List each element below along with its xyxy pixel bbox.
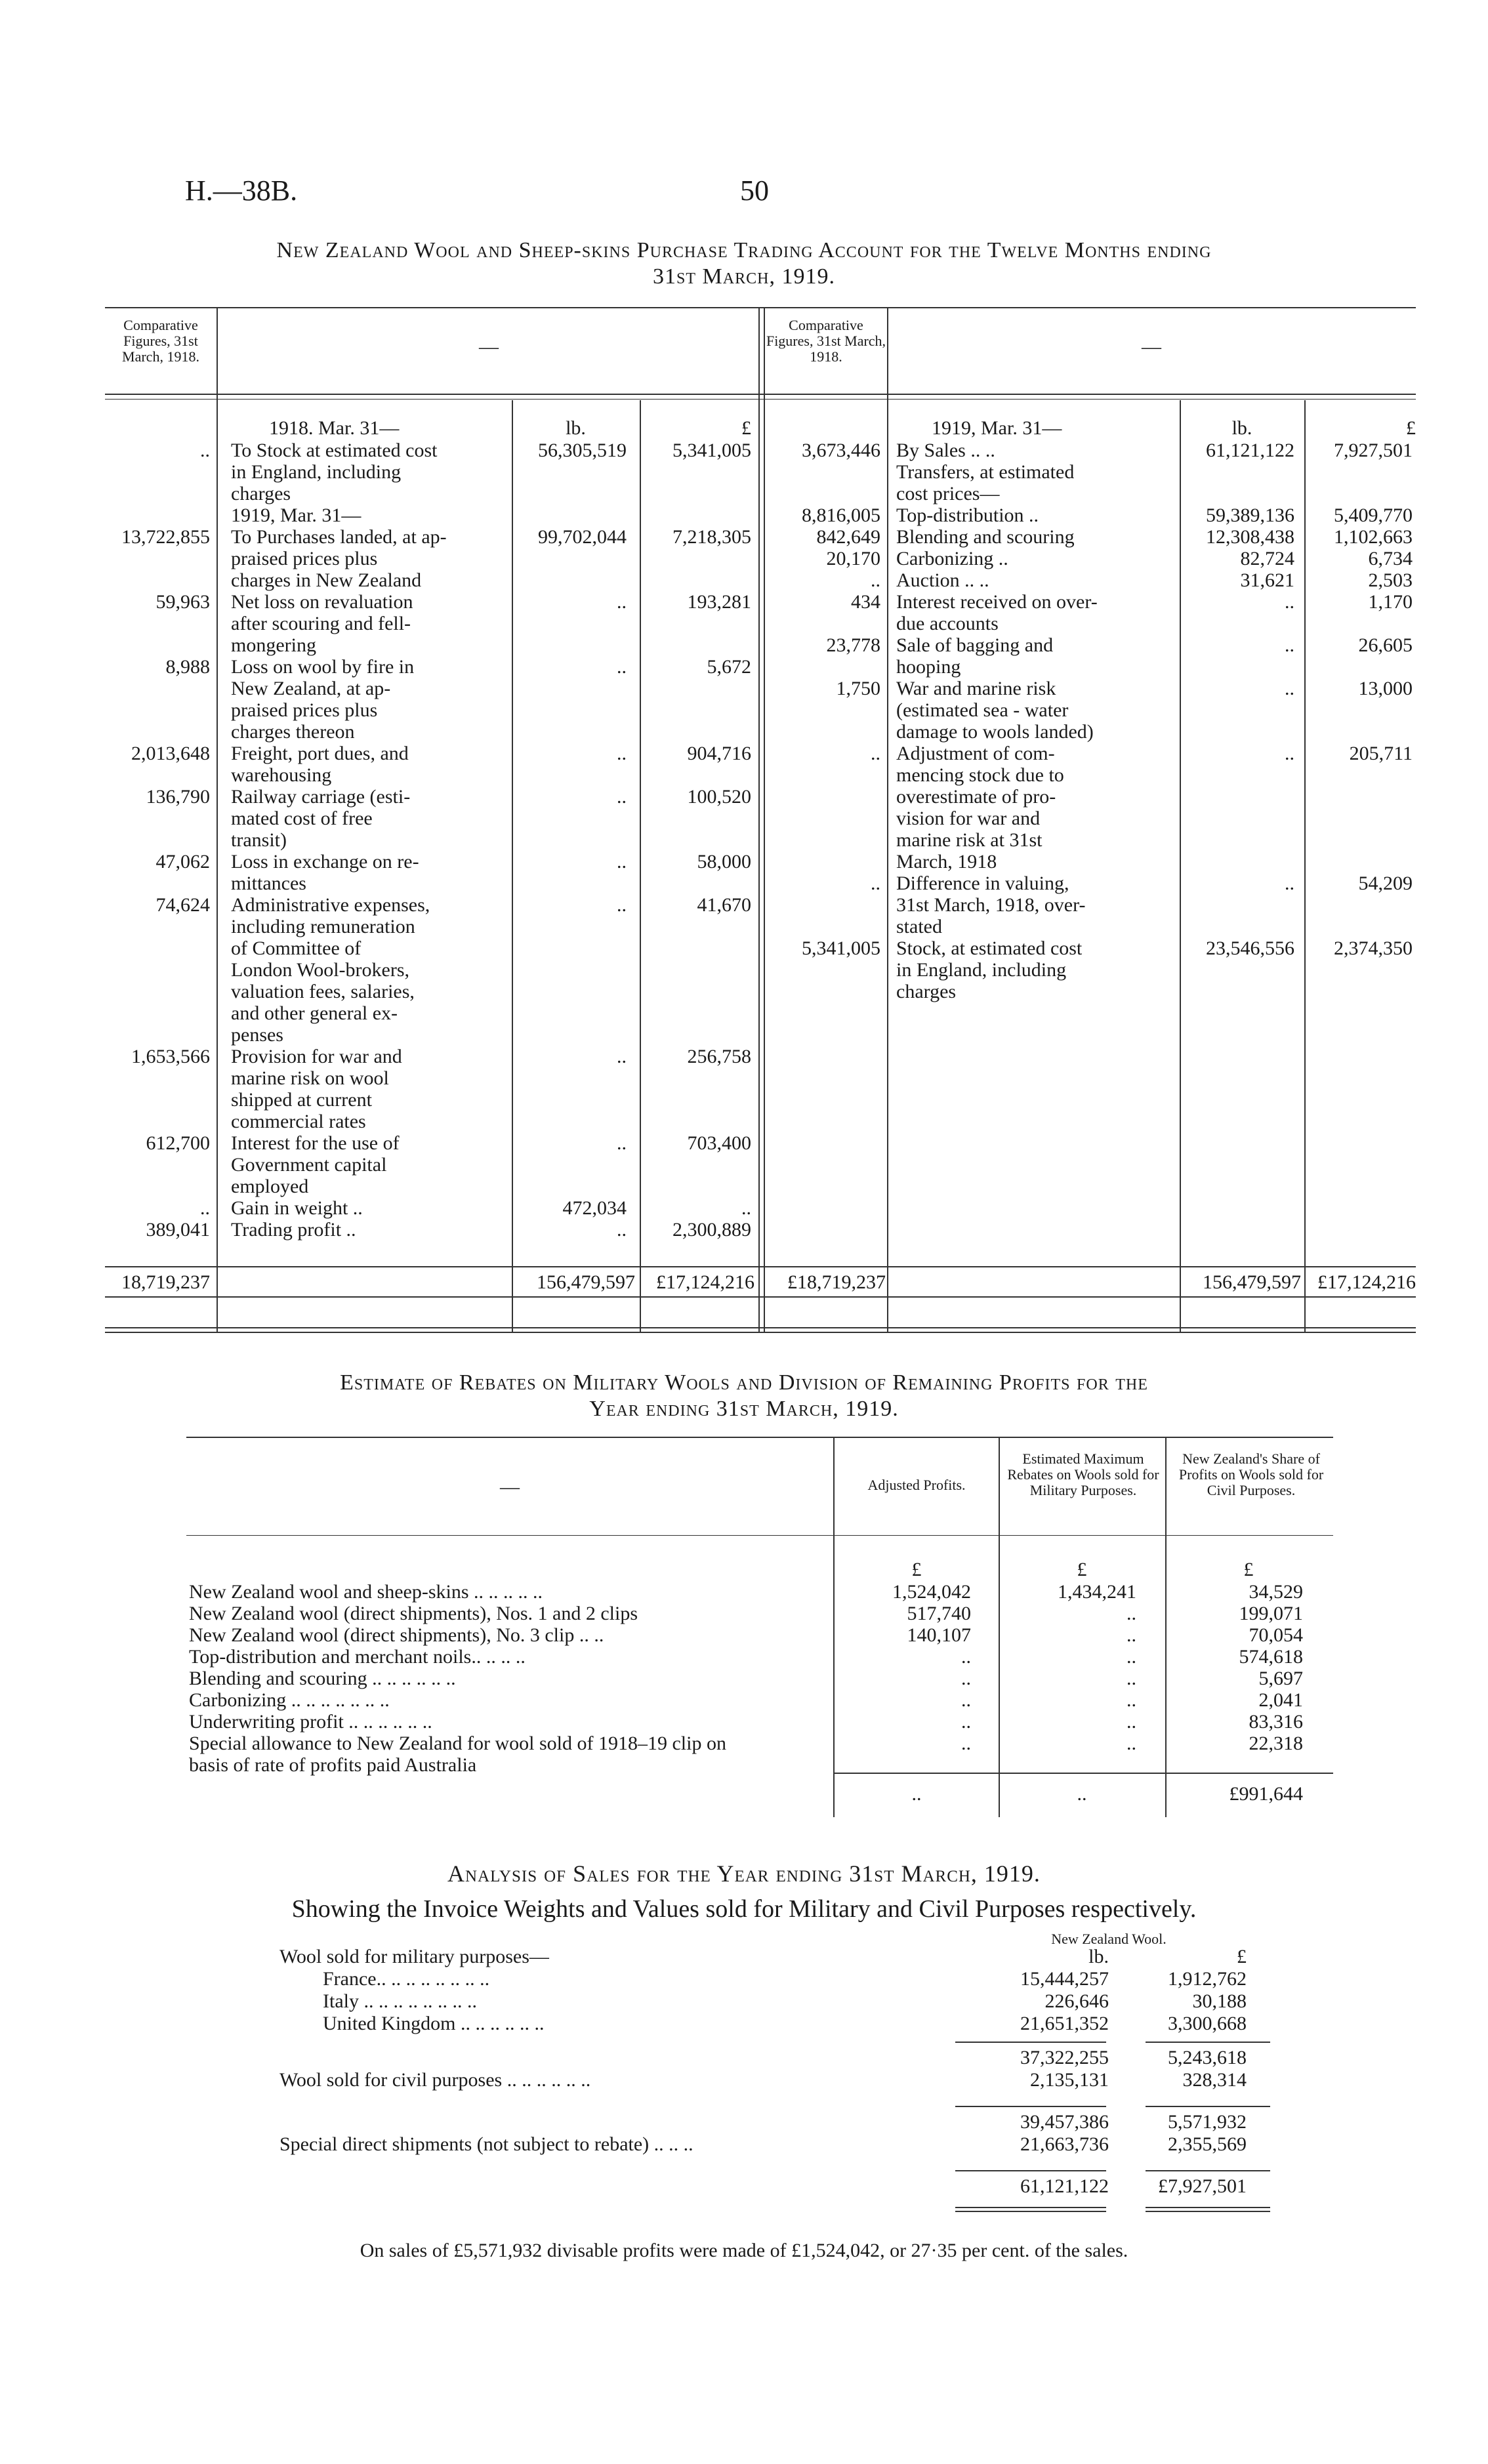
- rebates-title-line2: Year ending 31st March, 1919.: [589, 1397, 899, 1421]
- debit-row-amount: 58,000: [697, 851, 751, 873]
- rebate-row-estimated: ..: [1126, 1668, 1136, 1689]
- special-lb: 21,663,736: [1020, 2133, 1109, 2155]
- total-lb: 61,121,122: [1020, 2175, 1109, 2197]
- credit-row-description: Difference in valuing, 31st March, 1918, over- stated: [896, 873, 1086, 937]
- rebate-row-adjusted: 517,740: [907, 1603, 971, 1624]
- credit-row-amount: 2,374,350: [1334, 937, 1413, 959]
- credit-row-description: Auction .. ..: [896, 569, 989, 591]
- debit-row-description: To Purchases landed, at ap- praised prices plus charges in New Zealand: [231, 526, 447, 591]
- credit-row-lb: ..: [1285, 873, 1294, 894]
- debit-row-description: 1919, Mar. 31—: [231, 504, 362, 526]
- credit-row-description: Interest received on over- due accounts: [896, 591, 1098, 634]
- debit-row-lb: 56,305,519: [538, 440, 627, 461]
- credit-row-description: Top-distribution ..: [896, 504, 1039, 526]
- debit-row-amount: 703,400: [687, 1132, 751, 1154]
- debit-row-lb: ..: [617, 591, 627, 613]
- rebate-row-adjusted: ..: [961, 1733, 971, 1754]
- debit-row-lb: 99,702,044: [538, 526, 627, 548]
- credit-row-lb: 82,724: [1240, 548, 1294, 569]
- credit-row-lb: ..: [1285, 634, 1294, 656]
- trading-account-title-line2: 31st March, 1919.: [653, 264, 835, 289]
- credit-row-amount: 1,170: [1368, 591, 1413, 613]
- rebate-row-label: Blending and scouring .. .. .. .. .. ..: [189, 1668, 456, 1689]
- military-row-lb: 15,444,257: [1020, 1968, 1109, 1990]
- debit-row-lb: ..: [617, 1046, 627, 1067]
- credit-row-description: Transfers, at estimated cost prices—: [896, 461, 1075, 504]
- rebates-estimated-unit: £: [1077, 1559, 1087, 1580]
- rebate-row-label: New Zealand wool and sheep-skins .. .. .. .. ..: [189, 1581, 543, 1603]
- credit-row-amount: 26,605: [1358, 634, 1413, 656]
- debit-pound-unit: £: [741, 417, 751, 439]
- debit-row-comparative: 74,624: [155, 894, 210, 916]
- rebate-row-label: Top-distribution and merchant noils.. .. .. ..: [189, 1646, 526, 1668]
- debit-comparative-heading: Comparative Figures, 31st March, 1918.: [122, 317, 199, 365]
- credit-row-comparative: 20,170: [826, 548, 880, 569]
- debit-lb-unit: lb.: [566, 417, 586, 439]
- rebates-title-line1: Estimate of Rebates on Military Wools and Division of Remaining Profits for the: [340, 1370, 1148, 1395]
- subtotal2-lb: 39,457,386: [1020, 2111, 1109, 2133]
- page-number: 50: [740, 175, 769, 207]
- rebate-row-label: New Zealand wool (direct shipments), Nos. 1 and 2 clips: [189, 1603, 638, 1624]
- debit-row-amount: 5,341,005: [672, 440, 751, 461]
- debit-row-comparative: 389,041: [146, 1219, 210, 1241]
- rebate-row-adjusted: ..: [961, 1668, 971, 1689]
- credit-row-lb: ..: [1285, 678, 1294, 699]
- credit-row-description: Carbonizing ..: [896, 548, 1008, 569]
- debit-dash-heading: —: [479, 336, 499, 358]
- analysis-title: Analysis of Sales for the Year ending 31st March, 1919.: [447, 1860, 1041, 1887]
- credit-row-description: Adjustment of com- mencing stock due to overestimate of pro- vision for war and marine risk at 31st March, 1918: [896, 743, 1064, 873]
- rebate-row-estimated: ..: [1126, 1603, 1136, 1624]
- credit-row-comparative: 8,816,005: [802, 504, 880, 526]
- debit-row-description: Trading profit ..: [231, 1219, 356, 1241]
- debit-row-comparative: 136,790: [146, 786, 210, 808]
- credit-row-amount: 13,000: [1358, 678, 1413, 699]
- rebates-adjusted-heading: Adjusted Profits.: [867, 1477, 966, 1493]
- rebates-dash-heading: —: [500, 1476, 520, 1498]
- debit-date-heading: 1918. Mar. 31—: [269, 417, 400, 439]
- debit-row-description: Freight, port dues, and warehousing: [231, 743, 409, 786]
- credit-row-comparative: 3,673,446: [802, 440, 880, 461]
- credit-row-lb: ..: [1285, 743, 1294, 764]
- analysis-lb-unit: lb.: [1088, 1946, 1109, 1967]
- credit-row-description: Sale of bagging and hooping: [896, 634, 1054, 678]
- analysis-footnote: On sales of £5,571,932 divisable profits were made of £1,524,042, or 27·35 per cent. of the sales.: [360, 2240, 1128, 2261]
- rebate-row-share: 22,318: [1249, 1733, 1303, 1754]
- credit-row-description: War and marine risk (estimated sea - water damage to wools landed): [896, 678, 1094, 743]
- military-row-label: Italy .. .. .. .. .. .. .. ..: [323, 1990, 477, 2012]
- debit-row-description: Loss on wool by fire in New Zealand, at ap- praised prices plus charges thereon: [231, 656, 415, 743]
- credit-row-lb: 61,121,122: [1206, 440, 1294, 461]
- debit-row-comparative: 612,700: [146, 1132, 210, 1154]
- rebate-row-label: Underwriting profit .. .. .. .. .. ..: [189, 1711, 432, 1733]
- rebate-row-share: 574,618: [1239, 1646, 1303, 1668]
- debit-row-comparative: ..: [200, 1197, 210, 1219]
- special-label: Special direct shipments (not subject to rebate) .. .. ..: [279, 2133, 693, 2155]
- debit-row-lb: ..: [617, 894, 627, 916]
- debit-row-amount: 193,281: [687, 591, 751, 613]
- rebate-row-estimated: ..: [1126, 1624, 1136, 1646]
- rebate-row-label: Special allowance to New Zealand for wool sold of 1918–19 clip on basis of rate of profits paid Australia: [189, 1733, 726, 1776]
- debit-row-comparative: 8,988: [165, 656, 210, 678]
- subtotal1-lb: 37,322,255: [1020, 2047, 1109, 2068]
- analysis-column-group: New Zealand Wool.: [1051, 1931, 1167, 1947]
- analysis-pound-unit: £: [1237, 1946, 1247, 1967]
- credit-row-amount: 5,409,770: [1334, 504, 1413, 526]
- credit-total-comparative: £18,719,237: [787, 1271, 886, 1293]
- rebate-row-adjusted: 140,107: [907, 1624, 971, 1646]
- credit-row-comparative: 434: [851, 591, 880, 613]
- debit-row-description: Railway carriage (esti- mated cost of free transit): [231, 786, 411, 851]
- debit-total-amount: £17,124,216: [656, 1271, 754, 1293]
- debit-row-lb: ..: [617, 1132, 627, 1154]
- rebate-row-label: New Zealand wool (direct shipments), No. 3 clip .. ..: [189, 1624, 604, 1646]
- credit-date-heading: 1919, Mar. 31—: [932, 417, 1062, 439]
- civil-lb: 2,135,131: [1030, 2069, 1109, 2091]
- debit-row-amount: ..: [741, 1197, 751, 1219]
- debit-total-comparative: 18,719,237: [121, 1271, 210, 1293]
- debit-row-comparative: 1,653,566: [131, 1046, 210, 1067]
- credit-row-amount: 7,927,501: [1334, 440, 1413, 461]
- debit-row-amount: 5,672: [707, 656, 751, 678]
- credit-row-description: By Sales .. ..: [896, 440, 995, 461]
- credit-row-lb: 59,389,136: [1206, 504, 1294, 526]
- rebates-total-share: £991,644: [1229, 1783, 1303, 1805]
- rebate-row-share: 34,529: [1249, 1581, 1303, 1603]
- debit-row-comparative: 59,963: [155, 591, 210, 613]
- analysis-subtitle: Showing the Invoice Weights and Values sold for Military and Civil Purposes respectively.: [291, 1895, 1197, 1923]
- credit-row-lb: 31,621: [1240, 569, 1294, 591]
- military-row-lb: 226,646: [1044, 1990, 1109, 2012]
- debit-row-lb: ..: [617, 851, 627, 873]
- debit-row-description: Gain in weight ..: [231, 1197, 363, 1219]
- rebates-share-heading: New Zealand's Share of Profits on Wools sold for Civil Purposes.: [1178, 1450, 1324, 1498]
- rebates-share-unit: £: [1243, 1559, 1254, 1580]
- rebates-total-adjusted: ..: [911, 1783, 922, 1805]
- debit-row-lb: ..: [617, 786, 627, 808]
- credit-row-comparative: ..: [871, 569, 880, 591]
- credit-row-amount: 54,209: [1358, 873, 1413, 894]
- debit-row-description: Loss in exchange on re- mittances: [231, 851, 419, 894]
- debit-row-description: Administrative expenses, including remuneration of Committee of London Wool-brokers, valuation fees, salaries, and other general ex- penses: [231, 894, 430, 1046]
- credit-row-amount: 2,503: [1368, 569, 1413, 591]
- debit-total-lb: 156,479,597: [537, 1271, 635, 1293]
- debit-row-comparative: 13,722,855: [121, 526, 210, 548]
- civil-label: Wool sold for civil purposes .. .. .. .. .. ..: [279, 2069, 591, 2091]
- total-amount: £7,927,501: [1158, 2175, 1247, 2197]
- trading-account-title-line1: New Zealand Wool and Sheep-skins Purchase Trading Account for the Twelve Months ending: [276, 238, 1212, 262]
- rebate-row-adjusted: ..: [961, 1646, 971, 1668]
- debit-row-lb: 472,034: [562, 1197, 627, 1219]
- credit-row-description: Stock, at estimated cost in England, including charges: [896, 937, 1083, 1002]
- debit-row-amount: 100,520: [687, 786, 751, 808]
- credit-lb-unit: lb.: [1231, 417, 1252, 439]
- debit-row-description: Interest for the use of Government capital employed: [231, 1132, 400, 1197]
- rebates-total-estimated: ..: [1077, 1783, 1087, 1805]
- credit-row-amount: 1,102,663: [1334, 526, 1413, 548]
- civil-amount: 328,314: [1182, 2069, 1247, 2091]
- rebate-row-share: 199,071: [1239, 1603, 1303, 1624]
- military-heading: Wool sold for military purposes—: [279, 1946, 549, 1967]
- debit-row-description: Net loss on revaluation after scouring and fell- mongering: [231, 591, 413, 656]
- credit-row-comparative: 1,750: [836, 678, 880, 699]
- subtotal1-amount: 5,243,618: [1168, 2047, 1247, 2068]
- special-amount: 2,355,569: [1168, 2133, 1247, 2155]
- rebate-row-estimated: ..: [1126, 1711, 1136, 1733]
- rebate-row-estimated: ..: [1126, 1646, 1136, 1668]
- military-row-label: United Kingdom .. .. .. .. .. ..: [323, 2013, 545, 2034]
- rebate-row-share: 2,041: [1258, 1689, 1303, 1711]
- debit-row-description: Provision for war and marine risk on wool shipped at current commercial rates: [231, 1046, 402, 1132]
- military-row-label: France.. .. .. .. .. .. .. ..: [323, 1968, 490, 1990]
- rebate-row-adjusted: ..: [961, 1689, 971, 1711]
- debit-row-amount: 904,716: [687, 743, 751, 764]
- debit-row-lb: ..: [617, 1219, 627, 1241]
- debit-row-comparative: 47,062: [155, 851, 210, 873]
- debit-row-lb: ..: [617, 743, 627, 764]
- rebates-adjusted-unit: £: [911, 1559, 922, 1580]
- rebate-row-estimated: 1,434,241: [1058, 1581, 1136, 1603]
- credit-dash-heading: —: [1142, 336, 1161, 358]
- debit-row-amount: 7,218,305: [672, 526, 751, 548]
- rebates-estimated-heading: Estimated Maximum Rebates on Wools sold for Military Purposes.: [1007, 1450, 1159, 1498]
- debit-row-lb: ..: [617, 656, 627, 678]
- credit-row-amount: 205,711: [1349, 743, 1413, 764]
- debit-row-comparative: 2,013,648: [131, 743, 210, 764]
- credit-row-comparative: 23,778: [826, 634, 880, 656]
- rebate-row-adjusted: ..: [961, 1711, 971, 1733]
- military-row-amount: 3,300,668: [1168, 2013, 1247, 2034]
- credit-total-amount: £17,124,216: [1317, 1271, 1416, 1293]
- credit-comparative-heading: Comparative Figures, 31st March, 1918.: [766, 317, 886, 365]
- military-row-lb: 21,651,352: [1020, 2013, 1109, 2034]
- credit-row-comparative: ..: [871, 743, 880, 764]
- credit-row-comparative: 842,649: [816, 526, 880, 548]
- rebate-row-share: 5,697: [1258, 1668, 1303, 1689]
- rebate-row-estimated: ..: [1126, 1689, 1136, 1711]
- credit-row-amount: 6,734: [1368, 548, 1413, 569]
- military-row-amount: 1,912,762: [1168, 1968, 1247, 1990]
- debit-row-amount: 41,670: [697, 894, 751, 916]
- report-reference: H.—38B.: [185, 175, 298, 207]
- credit-row-comparative: 5,341,005: [802, 937, 880, 959]
- military-row-amount: 30,188: [1192, 1990, 1247, 2012]
- rebate-row-share: 70,054: [1249, 1624, 1303, 1646]
- debit-row-comparative: ..: [200, 440, 210, 461]
- debit-row-amount: 256,758: [687, 1046, 751, 1067]
- rebate-row-label: Carbonizing .. .. .. .. .. .. ..: [189, 1689, 390, 1711]
- credit-pound-unit: £: [1406, 417, 1416, 439]
- rebate-row-estimated: ..: [1126, 1733, 1136, 1754]
- debit-row-description: To Stock at estimated cost in England, including charges: [231, 440, 438, 504]
- credit-row-lb: ..: [1285, 591, 1294, 613]
- credit-row-description: Blending and scouring: [896, 526, 1075, 548]
- credit-row-lb: 23,546,556: [1206, 937, 1294, 959]
- debit-row-amount: 2,300,889: [672, 1219, 751, 1241]
- rebate-row-share: 83,316: [1249, 1711, 1303, 1733]
- credit-row-lb: 12,308,438: [1206, 526, 1294, 548]
- subtotal2-amount: 5,571,932: [1168, 2111, 1247, 2133]
- rebate-row-adjusted: 1,524,042: [892, 1581, 971, 1603]
- credit-row-comparative: ..: [871, 873, 880, 894]
- credit-total-lb: 156,479,597: [1203, 1271, 1301, 1293]
